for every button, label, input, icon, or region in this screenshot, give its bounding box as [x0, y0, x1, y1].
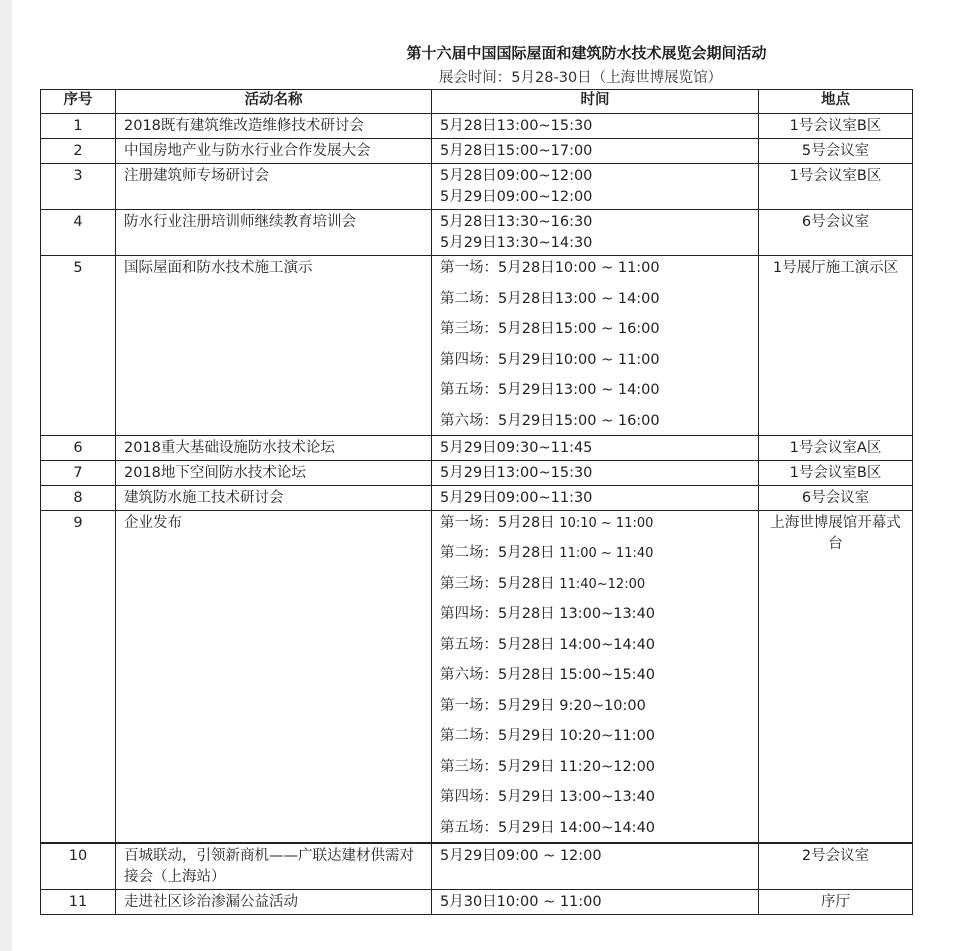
- time-line: 5月29日09:00 ~ 12:00: [440, 847, 602, 864]
- table-row: [41, 485, 913, 510]
- time-line: 5月28日13:00~15:30: [440, 118, 593, 134]
- session-time: 11:40~12:00: [559, 576, 646, 592]
- session-label: 第三场：: [440, 758, 498, 775]
- row-number: 9: [41, 510, 116, 843]
- time-line: 5月28日15:00~17:00: [440, 143, 593, 159]
- session-line: [440, 696, 750, 727]
- activity-place: 1号会议室B区: [759, 114, 913, 139]
- activity-time: [432, 139, 759, 164]
- time-line: 5月29日09:30~11:45: [440, 439, 593, 456]
- time-line: 5月29日13:00~15:30: [440, 464, 593, 481]
- session-date: 5月29日: [498, 412, 555, 429]
- time-line: 5月29日13:30~14:30: [440, 235, 593, 251]
- session-date: 5月29日: [498, 382, 555, 398]
- session-line: [440, 604, 750, 635]
- row-number: 11: [41, 889, 116, 914]
- table-row: [41, 164, 913, 210]
- document-page: [12, 0, 961, 951]
- session-label: 第五场：: [440, 636, 498, 653]
- row-number: 7: [41, 460, 116, 485]
- table-row: [41, 256, 913, 436]
- session-date: 5月28日: [498, 667, 555, 683]
- activity-time: [432, 843, 759, 890]
- session-line: [440, 574, 750, 605]
- session-time: 10:00 ~ 11:00: [554, 351, 660, 368]
- activity-time: [432, 460, 759, 485]
- header-name: 活动名称: [116, 90, 432, 114]
- session-time: 10:20~11:00: [559, 728, 656, 744]
- row-number: 10: [41, 843, 116, 890]
- row-number: 3: [41, 164, 116, 210]
- activity-name: 百城联动，引领新商机——广联达建材供需对接会（上海站）: [116, 843, 432, 890]
- activity-place: 2号会议室: [759, 843, 913, 890]
- activity-name: 2018重大基础设施防水技术论坛: [116, 435, 432, 460]
- session-time: 15:00 ~ 16:00: [554, 412, 660, 429]
- row-number: 4: [41, 210, 116, 256]
- table-row: [41, 460, 913, 485]
- session-time: 15:00~15:40: [559, 667, 656, 683]
- session-label: 第五场：: [440, 819, 498, 836]
- session-line: [440, 258, 750, 289]
- activity-place: 1号会议室B区: [759, 164, 913, 210]
- session-label: 第四场：: [440, 606, 498, 622]
- page-subtitle: 展会时间：5月28-30日（上海世博展览馆）: [438, 70, 723, 86]
- session-time: 13:00~13:40: [559, 789, 656, 805]
- activity-name: 中国房地产业与防水行业合作发展大会: [116, 139, 432, 164]
- session-date: 5月28日: [498, 575, 555, 592]
- session-date: 5月28日: [498, 606, 555, 622]
- time-line: 5月29日09:00~11:30: [440, 489, 593, 506]
- session-date: 5月29日: [498, 758, 555, 775]
- session-date: 5月28日: [498, 514, 555, 531]
- table-row: [41, 510, 913, 843]
- table-row: [41, 889, 913, 914]
- time-line: 5月28日13:30~16:30: [440, 214, 593, 230]
- activity-name: 企业发布: [116, 510, 432, 843]
- row-number: 8: [41, 485, 116, 510]
- activity-place: 序厅: [759, 889, 913, 914]
- activity-name: 2018既有建筑维改造维修技术研讨会: [116, 114, 432, 139]
- time-line: 5月28日09:00~12:00: [440, 168, 593, 184]
- activity-name: 建筑防水施工技术研讨会: [116, 485, 432, 510]
- session-label: 第三场：: [440, 321, 498, 337]
- activity-time: [432, 435, 759, 460]
- table-header-row: [41, 90, 913, 114]
- session-line: [440, 726, 750, 757]
- activity-time: [432, 889, 759, 914]
- session-time: 11:00 ~ 11:40: [559, 546, 654, 561]
- header-time: 时间: [432, 90, 759, 114]
- session-date: 5月28日: [498, 321, 555, 337]
- session-time: 13:00 ~ 14:00: [554, 382, 660, 398]
- session-label: 第四场：: [440, 789, 498, 805]
- session-time: 10:00 ~ 11:00: [554, 260, 660, 276]
- session-label: 第二场：: [440, 728, 498, 744]
- session-time: 13:00 ~ 14:00: [554, 290, 660, 307]
- session-label: 第五场：: [440, 382, 498, 398]
- session-time: 9:20~10:00: [559, 697, 646, 714]
- session-label: 第一场：: [440, 514, 498, 531]
- session-date: 5月28日: [498, 290, 555, 307]
- activity-table: [40, 89, 913, 915]
- table-body: [41, 114, 913, 915]
- session-line: [440, 818, 750, 841]
- activity-time: [432, 114, 759, 139]
- session-label: 第四场：: [440, 351, 498, 368]
- session-line: [440, 543, 750, 574]
- session-line: [440, 289, 750, 320]
- session-line: [440, 350, 750, 381]
- session-label: 第一场：: [440, 697, 498, 714]
- session-line: [440, 757, 750, 788]
- table-row: [41, 843, 913, 890]
- activity-time: [432, 485, 759, 510]
- activity-place: 1号会议室A区: [759, 435, 913, 460]
- session-line: [440, 411, 750, 434]
- session-time: 13:00~13:40: [559, 606, 656, 622]
- session-date: 5月29日: [498, 697, 555, 714]
- activity-place: 5号会议室: [759, 139, 913, 164]
- session-line: [440, 319, 750, 350]
- time-line: 5月29日09:00~12:00: [440, 189, 593, 205]
- session-date: 5月29日: [498, 728, 555, 744]
- activity-place: 1号展厅施工演示区: [759, 256, 913, 436]
- session-time: 14:00~14:40: [559, 636, 656, 653]
- session-line: [440, 787, 750, 818]
- session-date: 5月28日: [498, 545, 555, 561]
- session-line: [440, 513, 750, 544]
- session-date: 5月29日: [498, 789, 555, 805]
- session-date: 5月28日: [498, 636, 555, 653]
- header-no: 序号: [41, 90, 116, 114]
- activity-time: [432, 510, 759, 843]
- row-number: 5: [41, 256, 116, 436]
- time-line: 5月30日10:00 ~ 11:00: [440, 893, 602, 910]
- activity-place: 6号会议室: [759, 210, 913, 256]
- activity-time: [432, 164, 759, 210]
- activity-place: 6号会议室: [759, 485, 913, 510]
- session-label: 第二场：: [440, 290, 498, 307]
- activity-name: 防水行业注册培训师继续教育培训会: [116, 210, 432, 256]
- table-row: [41, 435, 913, 460]
- activity-time: [432, 210, 759, 256]
- session-time: 14:00~14:40: [559, 819, 656, 836]
- session-date: 5月28日: [498, 260, 555, 276]
- session-line: [440, 380, 750, 411]
- page-title: 第十六届中国国际屋面和建筑防水技术展览会期间活动: [406, 44, 767, 62]
- session-label: 第六场：: [440, 667, 498, 683]
- session-label: 第三场：: [440, 575, 498, 592]
- session-time: 15:00 ~ 16:00: [554, 321, 660, 337]
- session-time: 10:10 ~ 11:00: [559, 515, 654, 531]
- row-number: 1: [41, 114, 116, 139]
- session-label: 第六场：: [440, 412, 498, 429]
- table-row: [41, 114, 913, 139]
- activity-place: 上海世博展馆开幕式台: [759, 510, 913, 843]
- activity-name: 国际屋面和防水技术施工演示: [116, 256, 432, 436]
- session-line: [440, 665, 750, 696]
- activity-name: 注册建筑师专场研讨会: [116, 164, 432, 210]
- activity-time: [432, 256, 759, 436]
- activity-name: 2018地下空间防水技术论坛: [116, 460, 432, 485]
- activity-name: 走进社区诊治渗漏公益活动: [116, 889, 432, 914]
- session-line: [440, 635, 750, 666]
- activity-place: 1号会议室B区: [759, 460, 913, 485]
- table-row: [41, 139, 913, 164]
- header-place: 地点: [759, 90, 913, 114]
- row-number: 6: [41, 435, 116, 460]
- session-label: 第一场：: [440, 260, 498, 276]
- row-number: 2: [41, 139, 116, 164]
- table-row: [41, 210, 913, 256]
- session-time: 11:20~12:00: [559, 758, 656, 775]
- session-date: 5月29日: [498, 351, 555, 368]
- session-date: 5月29日: [498, 819, 555, 836]
- session-label: 第二场：: [440, 545, 498, 561]
